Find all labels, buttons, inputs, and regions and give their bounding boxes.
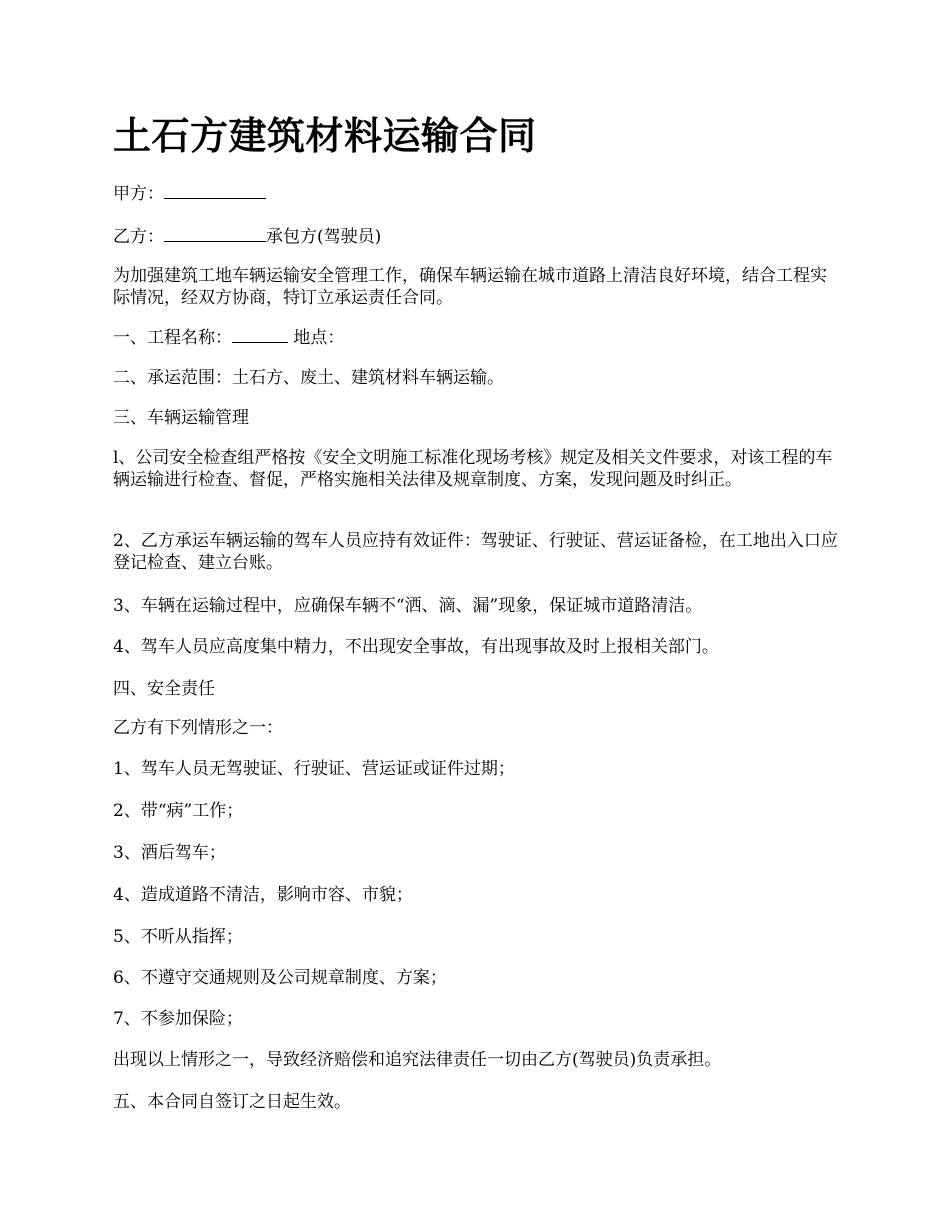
section4-item-5: 5、不听从指挥；	[113, 927, 243, 947]
section4-item-2: 2、带“病”工作；	[113, 801, 244, 821]
project-name-label: 一、工程名称：	[113, 328, 232, 348]
project-name-line	[113, 325, 841, 349]
section4-item-3: 3、酒后驾车；	[113, 843, 226, 863]
intro-paragraph: 为加强建筑工地车辆运输安全管理工作，确保车辆运输在城市道路上清洁良好环境，结合工程实际情况，经双方协商，特订立承运责任合同。	[113, 266, 827, 308]
section4-item-4: 4、造成道路不清洁，影响市容、市貌；	[113, 885, 413, 905]
section4-intro: 乙方有下列情形之一：	[113, 718, 283, 738]
party-a-blank	[164, 181, 266, 199]
section4-item-6: 6、不遵守交通规则及公司规章制度、方案；	[113, 968, 447, 988]
document-title: 土石方建筑材料运输合同	[113, 113, 537, 158]
party-b-label: 乙方：	[113, 227, 164, 247]
party-b-blank	[164, 224, 266, 242]
section3-item-4: 4、驾车人员应高度集中精力，不出现安全事故，有出现事故及时上报相关部门。	[113, 637, 719, 657]
section3-heading: 三、车辆运输管理	[113, 408, 249, 428]
party-a-label: 甲方：	[113, 184, 164, 204]
project-name-blank	[232, 325, 288, 343]
section4-item-7: 7、不参加保险；	[113, 1009, 243, 1029]
project-location-label: 地点：	[293, 328, 345, 348]
section3-item-2: 2、乙方承运车辆运输的驾车人员应持有效证件：驾驶证、行驶证、营运证备检，在工地出入口应登记检查、建立台账。	[113, 531, 838, 573]
section3-item-3: 3、车辆在运输过程中，应确保车辆不“洒、滴、漏”现象，保证城市道路清洁。	[113, 596, 703, 616]
section4-conclusion: 出现以上情形之一，导致经济赔偿和追究法律责任一切由乙方(驾驶员)负责承担。	[113, 1050, 722, 1070]
party-b-line	[113, 224, 841, 248]
section4-heading: 四、安全责任	[113, 679, 215, 699]
party-b-suffix: 承包方(驾驶员)	[266, 227, 382, 247]
section4-item-1: 1、驾车人员无驾驶证、行驶证、营运证或证件过期；	[113, 759, 515, 779]
section5-paragraph: 五、本合同自签订之日起生效。	[113, 1092, 351, 1112]
party-a-line	[113, 181, 841, 205]
section3-item-1: l、公司安全检查组严格按《安全文明施工标准化现场考核》规定及相关文件要求，对该工程的车辆运输进行检查、督促，严格实施相关法律及规章制度、方案，发现问题及时纠正。	[113, 448, 833, 490]
scope-paragraph: 二、承运范围：土石方、废土、建筑材料车辆运输。	[113, 368, 504, 388]
